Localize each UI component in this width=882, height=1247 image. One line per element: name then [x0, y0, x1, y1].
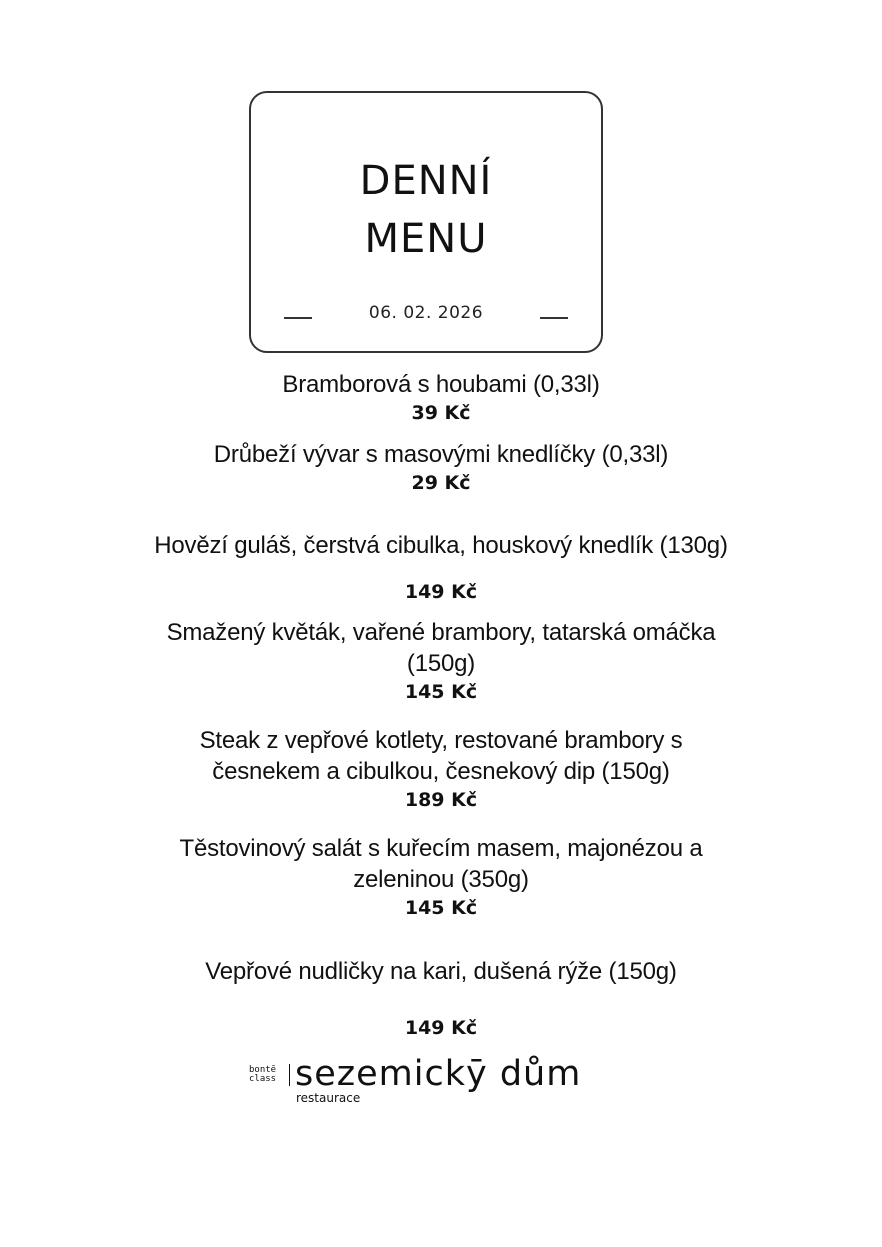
dish-price: 145 Kč [404, 681, 478, 703]
dish-price: 29 Kč [411, 472, 471, 494]
logo-subtitle: restaurace [296, 1091, 361, 1105]
menu-date: 06. 02. 2026 [368, 303, 484, 323]
menu-item [0, 617, 882, 705]
menu-item-price-row [0, 579, 882, 605]
dish-price: 149 Kč [404, 1017, 478, 1039]
dish-name: Drůbeží vývar s masovými knedlíčky (0,33l) [213, 441, 669, 468]
logo-brand-line-1: bontē [249, 1065, 277, 1075]
dish-price: 189 Kč [404, 789, 478, 811]
menu-item [0, 725, 882, 813]
dash-right-decoration [540, 317, 568, 319]
menu-header-box [249, 91, 603, 353]
dish-name-line-1: Těstovinový salát s kuřecím masem, majonézou a [179, 835, 703, 862]
dish-name-line-1: Steak z vepřové kotlety, restované brambory s [199, 727, 683, 754]
logo-separator [289, 1064, 290, 1086]
title-line-1: DENNÍ [359, 158, 493, 204]
restaurant-logo [249, 1054, 609, 1110]
dish-price: 145 Kč [404, 897, 478, 919]
logo-brand-line-2: class [249, 1074, 277, 1084]
dish-name-line-2: česnekem a cibulkou, česnekový dip (150g) [212, 758, 670, 785]
menu-item [0, 439, 882, 496]
dish-price: 39 Kč [411, 402, 471, 424]
menu-item-price-row [0, 1015, 882, 1041]
dish-name-line-2: (150g) [406, 650, 476, 677]
date-row [251, 301, 601, 325]
logo-brand-small [249, 1066, 276, 1084]
menu-item [0, 956, 882, 987]
menu-item [0, 369, 882, 426]
dish-name-line-2: zeleninou (350g) [353, 866, 529, 893]
dish-name-line-1: Smažený květák, vařené brambory, tatarská omáčka [166, 619, 716, 646]
menu-item [0, 833, 882, 921]
dish-name: Bramborová s houbami (0,33l) [282, 371, 600, 398]
dish-name: Vepřové nudličky na kari, dušená rýže (150g) [205, 958, 677, 985]
dish-price: 149 Kč [404, 581, 478, 603]
title-line-2: MENU [364, 216, 488, 262]
menu-item [0, 530, 882, 561]
logo-restaurant-name: sezemickȳ dům [295, 1054, 582, 1094]
dish-name: Hovězí guláš, čerstvá cibulka, houskový knedlík (130g) [154, 532, 728, 559]
